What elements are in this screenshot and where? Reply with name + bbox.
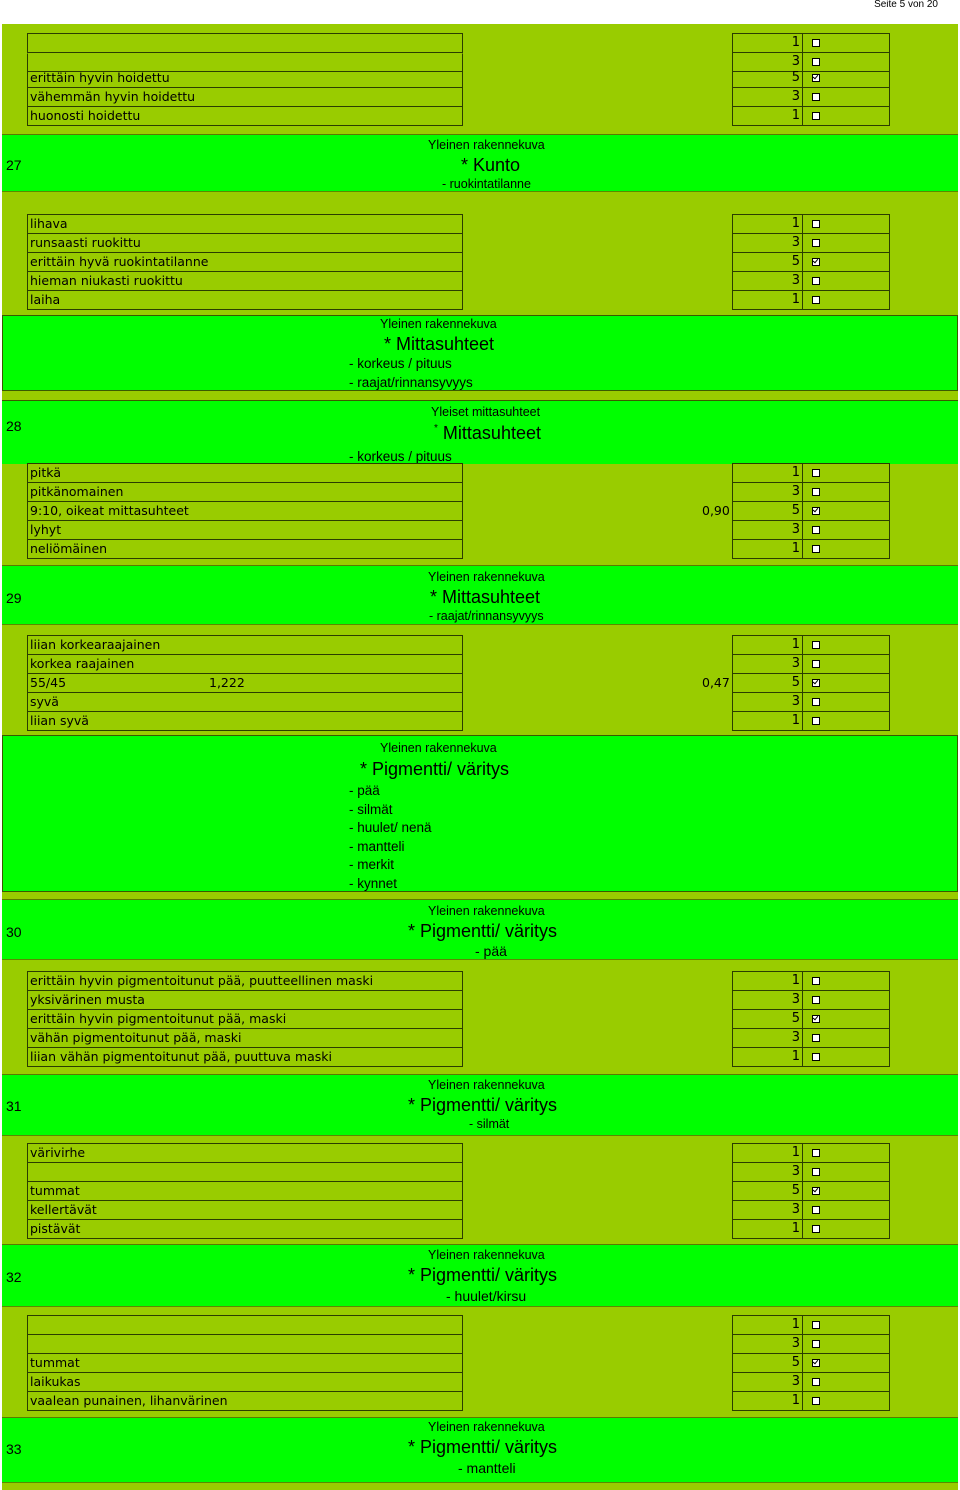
- list-row: huonosti hoidettu: [27, 107, 463, 126]
- score-row[interactable]: 3: [732, 1335, 890, 1354]
- checkbox-icon: [812, 1053, 820, 1061]
- score-row[interactable]: 1: [732, 1392, 890, 1411]
- group-line: - merkit: [349, 857, 394, 872]
- score-row[interactable]: 5: [732, 69, 890, 88]
- score-row[interactable]: 3: [732, 53, 890, 72]
- checkbox-checked-icon: [812, 1359, 820, 1367]
- checkbox-icon: [812, 545, 820, 553]
- checkbox-icon: [812, 112, 820, 120]
- checkbox-checked-icon: [812, 679, 820, 687]
- checkbox-icon: [812, 1168, 820, 1176]
- section-number: 32: [6, 1269, 22, 1285]
- checkbox-icon: [812, 996, 820, 1004]
- section-number: 31: [6, 1098, 22, 1114]
- list-row: erittäin hyvin hoidettu: [27, 69, 463, 88]
- score-row[interactable]: 1: [732, 291, 890, 310]
- list-row: kellertävät: [27, 1201, 463, 1220]
- list-row: laikukas: [27, 1373, 463, 1392]
- group-line: - raajat/rinnansyvyys: [349, 376, 473, 390]
- score-row[interactable]: 1: [732, 635, 890, 655]
- score-row[interactable]: 3: [732, 272, 890, 291]
- score-row[interactable]: 3: [732, 1201, 890, 1220]
- list-row: pitkä: [27, 463, 463, 483]
- page-number: Seite 5 von 20: [874, 0, 938, 10]
- checkbox-icon: [812, 1149, 820, 1157]
- score-row[interactable]: 3: [732, 655, 890, 674]
- score-row[interactable]: 5: [732, 1182, 890, 1201]
- score-row[interactable]: 3: [732, 1373, 890, 1392]
- section-heading: Yleinen rakennekuva: [428, 138, 545, 152]
- section-subtitle: - raajat/rinnansyvyys: [429, 609, 544, 623]
- section-subtitle: - mantteli: [458, 1460, 516, 1476]
- section-title: * Kunto: [461, 155, 521, 175]
- list-row: vaalean punainen, lihanvärinen: [27, 1392, 463, 1411]
- list-row: värivirhe: [27, 1143, 463, 1163]
- checkbox-icon: [812, 277, 820, 285]
- score-row[interactable]: 1: [732, 463, 890, 483]
- checkbox-icon: [812, 93, 820, 101]
- list-row: hieman niukasti ruokittu: [27, 272, 463, 291]
- group-line: - korkeus / pituus: [349, 356, 452, 371]
- checkbox-icon: [812, 526, 820, 534]
- score-row[interactable]: 1: [732, 214, 890, 234]
- group-heading: Yleinen rakennekuva: [380, 317, 497, 331]
- checkbox-icon: [812, 698, 820, 706]
- list-row: pitkänomainen: [27, 483, 463, 502]
- list-row: lihava: [27, 214, 463, 234]
- section-subtitle: - korkeus / pituus: [349, 449, 452, 464]
- section-title: * Pigmentti/ väritys: [408, 1095, 558, 1115]
- section-subtitle: - pää: [475, 943, 507, 959]
- list-row: 55/45: [27, 674, 463, 693]
- checkbox-icon: [812, 1397, 820, 1405]
- checkbox-icon: [812, 1225, 820, 1233]
- section-number: 28: [6, 418, 22, 434]
- section-title: * Mittasuhteet: [434, 423, 541, 443]
- score-row[interactable]: 1: [732, 1315, 890, 1335]
- section-heading: Yleinen rakennekuva: [428, 1420, 545, 1434]
- section-number: 29: [6, 590, 22, 606]
- section-title: * Pigmentti/ väritys: [408, 1265, 558, 1285]
- section-title: * Pigmentti/ väritys: [408, 1437, 558, 1457]
- list-row: liian syvä: [27, 712, 463, 731]
- score-row[interactable]: 5: [732, 502, 890, 521]
- checkbox-icon: [812, 220, 820, 228]
- checkbox-icon: [812, 641, 820, 649]
- list-row: tummat: [27, 1354, 463, 1373]
- list-row: lyhyt: [27, 521, 463, 540]
- checkbox-checked-icon: [812, 1015, 820, 1023]
- list-row: vähemmän hyvin hoidettu: [27, 88, 463, 107]
- section-subtitle: - silmät: [469, 1117, 510, 1131]
- score-row[interactable]: 3: [732, 1163, 890, 1182]
- score-row[interactable]: 3: [732, 483, 890, 502]
- group-line: - kynnet: [349, 876, 398, 891]
- section-title: * Mittasuhteet: [430, 587, 541, 607]
- list-row: tummat: [27, 1182, 463, 1201]
- list-row: [27, 1335, 463, 1354]
- checkbox-checked-icon: [812, 1187, 820, 1195]
- checkbox-icon: [812, 1321, 820, 1329]
- checkbox-icon: [812, 1340, 820, 1348]
- checkbox-icon: [812, 977, 820, 985]
- evaluation-sheet: [2, 24, 958, 1490]
- list-row: vähän pigmentoitunut pää, maski: [27, 1029, 463, 1048]
- score-row[interactable]: 3: [732, 693, 890, 712]
- list-row: erittäin hyvin pigmentoitunut pää, maski: [27, 1010, 463, 1029]
- section-heading: Yleinen rakennekuva: [428, 1248, 545, 1262]
- score-row[interactable]: 5: [732, 1354, 890, 1373]
- list-row: runsaasti ruokittu: [27, 234, 463, 253]
- group-line: - huulet/ nenä: [349, 820, 432, 835]
- group-title: * Mittasuhteet: [384, 334, 495, 354]
- checkbox-icon: [812, 239, 820, 247]
- checkbox-icon: [812, 1378, 820, 1386]
- score-row[interactable]: 1: [732, 1143, 890, 1163]
- section-heading: Yleinen rakennekuva: [428, 1078, 545, 1092]
- list-row: liian korkearaajainen: [27, 635, 463, 655]
- score-row[interactable]: 5: [732, 1010, 890, 1029]
- ratio-value: 0,90: [702, 503, 730, 518]
- checkbox-icon: [812, 58, 820, 66]
- checkbox-icon: [812, 1034, 820, 1042]
- group-heading: Yleinen rakennekuva: [380, 741, 497, 755]
- score-row[interactable]: 3: [732, 991, 890, 1010]
- score-row[interactable]: 1: [732, 712, 890, 731]
- list-row: laiha: [27, 291, 463, 310]
- checkbox-icon: [812, 469, 820, 477]
- list-row: [27, 1163, 463, 1182]
- list-row: neliömäinen: [27, 540, 463, 559]
- checkbox-checked-icon: [812, 507, 820, 515]
- section-heading: Yleinen rakennekuva: [428, 904, 545, 918]
- score-row[interactable]: 5: [732, 674, 890, 693]
- list-row: [27, 1315, 463, 1335]
- group-line: - mantteli: [349, 839, 405, 854]
- checkbox-checked-icon: [812, 74, 820, 82]
- score-row[interactable]: 1: [732, 33, 890, 53]
- section-subtitle: - huulet/kirsu: [446, 1288, 527, 1304]
- ratio-value: 0,47: [702, 675, 730, 690]
- section-title: * Pigmentti/ väritys: [408, 921, 558, 941]
- checkbox-icon: [812, 488, 820, 496]
- section-heading: Yleinen rakennekuva: [428, 570, 545, 584]
- score-row[interactable]: 3: [732, 88, 890, 107]
- checkbox-icon: [812, 39, 820, 47]
- group-title: * Pigmentti/ väritys: [360, 759, 510, 779]
- score-row[interactable]: 1: [732, 1048, 890, 1067]
- checkbox-icon: [812, 660, 820, 668]
- section-subtitle: - ruokintatilanne: [442, 177, 531, 191]
- score-row[interactable]: 3: [732, 521, 890, 540]
- section-number: 27: [6, 157, 22, 173]
- section-heading: Yleiset mittasuhteet: [431, 405, 541, 419]
- score-row[interactable]: 1: [732, 1220, 890, 1239]
- list-row: yksivärinen musta: [27, 991, 463, 1010]
- list-row: pistävät: [27, 1220, 463, 1239]
- checkbox-checked-icon: [812, 258, 820, 266]
- list-row: erittäin hyvä ruokintatilanne: [27, 253, 463, 272]
- score-row[interactable]: 5: [732, 253, 890, 272]
- section-number: 30: [6, 924, 22, 940]
- group-line: - silmät: [349, 802, 393, 817]
- list-row: korkea raajainen: [27, 655, 463, 674]
- list-row: 9:10, oikeat mittasuhteet: [27, 502, 463, 521]
- checkbox-icon: [812, 296, 820, 304]
- score-row[interactable]: 1: [732, 540, 890, 559]
- score-row[interactable]: 3: [732, 1029, 890, 1048]
- score-row[interactable]: 3: [732, 234, 890, 253]
- group-line: - pää: [349, 783, 380, 798]
- list-row: erittäin hyvin pigmentoitunut pää, puutteellinen maski: [27, 971, 463, 991]
- list-row: liian vähän pigmentoitunut pää, puuttuva maski: [27, 1048, 463, 1067]
- score-row[interactable]: 1: [732, 107, 890, 126]
- list-row: syvä: [27, 693, 463, 712]
- checkbox-icon: [812, 1206, 820, 1214]
- checkbox-icon: [812, 717, 820, 725]
- score-row[interactable]: 1: [732, 971, 890, 991]
- measure-value: 1,222: [209, 675, 245, 690]
- list-row: [27, 33, 463, 53]
- section-number: 33: [6, 1441, 22, 1457]
